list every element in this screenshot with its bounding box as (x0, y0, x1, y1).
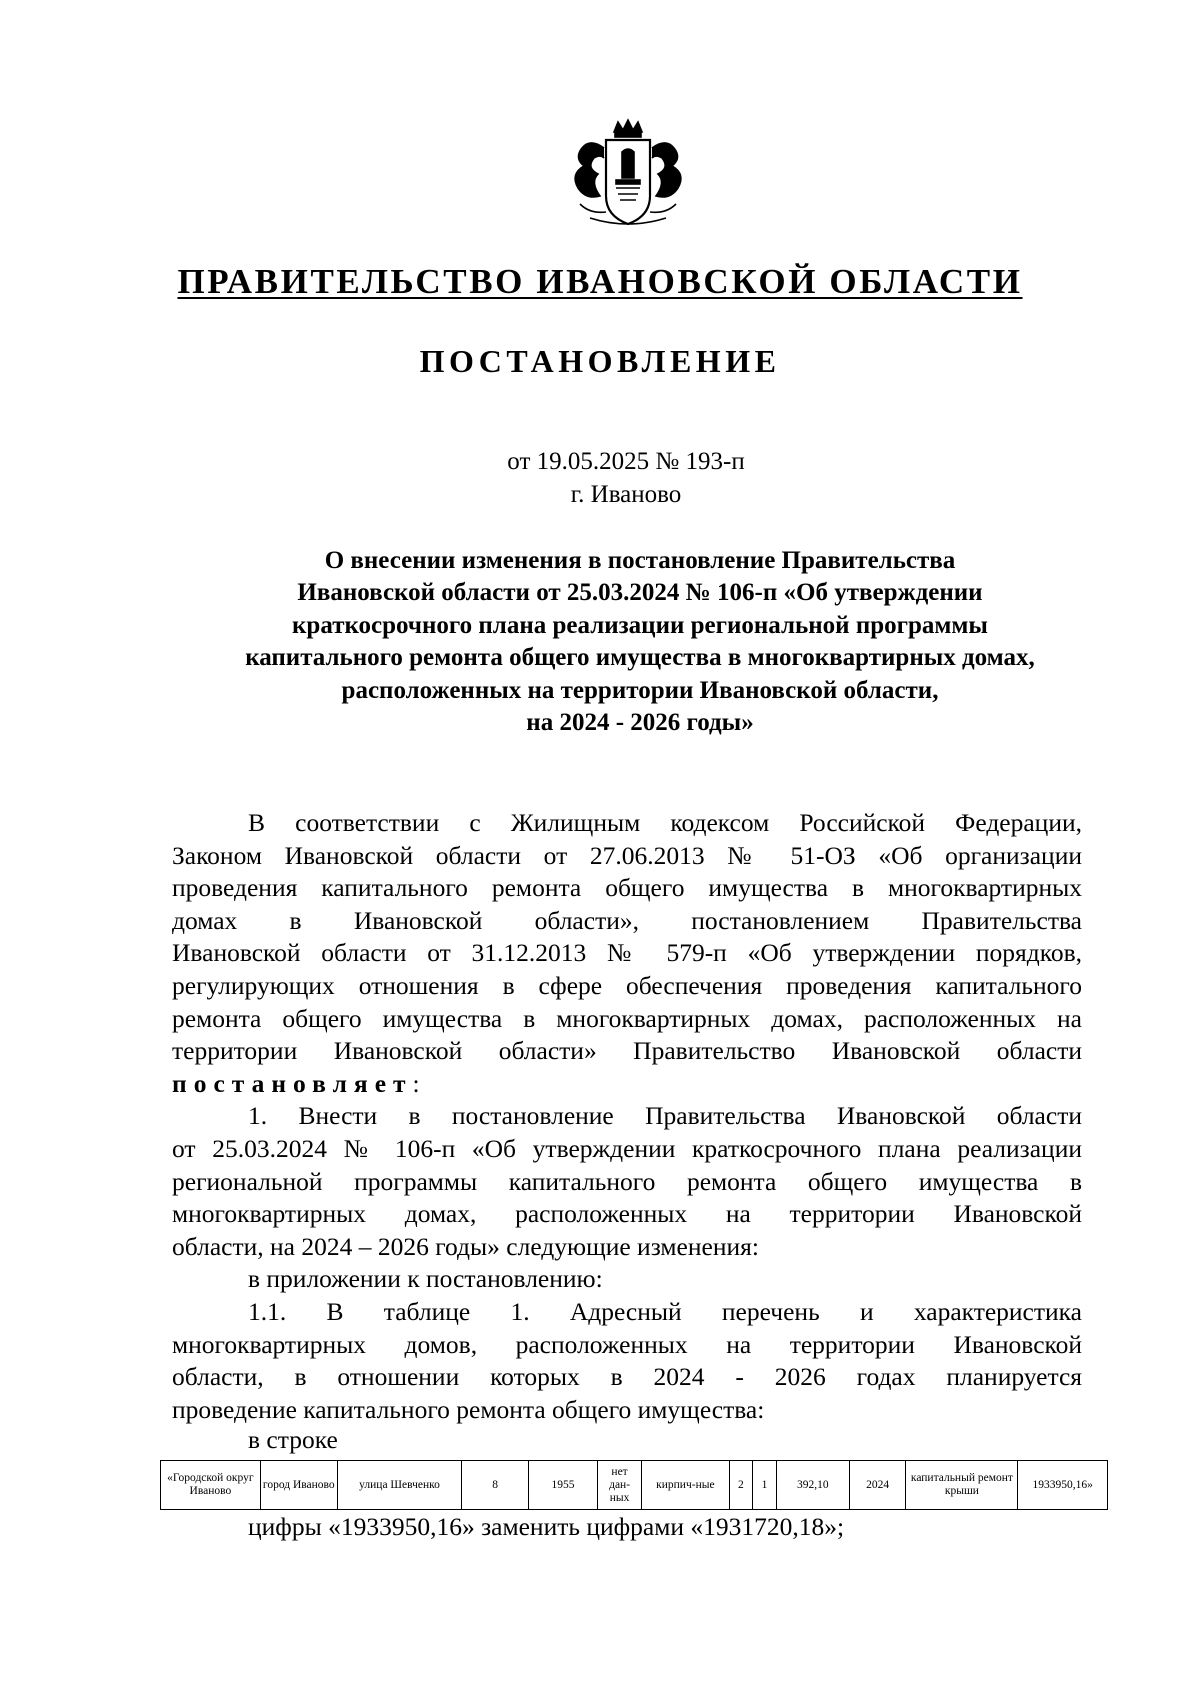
table-cell: 1 (753, 1461, 777, 1510)
document-subject (150, 545, 1130, 739)
body-line: многоквартирных домов, расположенных на территории Ивановской (172, 1329, 1082, 1359)
body-line: многоквартирных домах, расположенных на территории Ивановской (172, 1199, 1082, 1229)
body-line: Законом Ивановской области от 27.06.2013 № 51-ОЗ «Об организации (172, 840, 1082, 870)
resolves-word: постановляет (172, 1068, 413, 1098)
table-cell: кирпич-ные (642, 1461, 729, 1510)
resolves-colon: : (412, 1068, 420, 1098)
table-cell: нет дан-ных (597, 1461, 641, 1510)
body-line: от 25.03.2024 № 106-п «Об утверждении краткосрочного плана реализации (172, 1133, 1082, 1163)
table-row (161, 1461, 1108, 1510)
body-line: 1.1. В таблице 1. Адресный перечень и характеристика (248, 1296, 1082, 1326)
document-body (172, 807, 1082, 1426)
body-line: домах в Ивановской области», постановлением Правительства (172, 905, 1082, 935)
subject-line: Ивановской области от 25.03.2024 № 106-п «Об утверждении (297, 579, 983, 607)
subject-line: на 2024 - 2026 годы» (526, 709, 754, 737)
table-cell: «Городской округ Иваново (161, 1461, 261, 1510)
table-cell: капитальный ремонт крыши (906, 1461, 1018, 1510)
resolves-line (172, 1068, 1082, 1101)
body-line: региональной программы капитального ремонта общего имущества в (172, 1166, 1082, 1196)
row-label: в строке (248, 1425, 338, 1454)
table-cell: 8 (462, 1461, 529, 1510)
subject-line: О внесении изменения в постановление Правительства (324, 547, 956, 574)
body-line: В соответствии с Жилищным кодексом Российской Федерации, (248, 808, 1082, 837)
body-line: проведение капитального ремонта общего имущества: (172, 1394, 765, 1424)
table-cell: 2 (729, 1461, 753, 1510)
government-title: ПРАВИТЕЛЬСТВО ИВАНОВСКОЙ ОБЛАСТИ (177, 262, 1023, 301)
subject-line: краткосрочного плана реализации региональной программы (292, 611, 988, 639)
subject-line: расположенных на территории Ивановской области, (341, 676, 939, 704)
body-line: 1. Внести в постановление Правительства Ивановской области (248, 1101, 1082, 1131)
body-line: области, на 2024 – 2026 годы» следующие изменения: (172, 1231, 759, 1261)
document-date-number: от 19.05.2025 № 193-п (507, 448, 745, 475)
amended-row-table (160, 1460, 1108, 1510)
coat-of-arms-icon (560, 118, 696, 230)
body-line: Ивановской области от 31.12.2013 № 579-п «Об утверждении порядков, (172, 938, 1082, 968)
body-line: области, в отношении которых в 2024 - 2026 годах планируется (172, 1362, 1082, 1392)
body-line: регулирующих отношения в сфере обеспечения проведения капитального (172, 970, 1082, 1000)
table-cell: город Иваново (260, 1461, 337, 1510)
replacement-line: цифры «1933950,16» заменить цифрами «1931720,18»; (248, 1512, 845, 1541)
table-cell: 1933950,16» (1018, 1461, 1108, 1510)
body-line: проведения капитального ремонта общего имущества в многоквартирных (172, 873, 1082, 903)
subject-line: капитального ремонта общего имущества в многоквартирных домах, (245, 644, 1035, 672)
document-city: г. Иваново (570, 481, 682, 508)
document-type: ПОСТАНОВЛЕНИЕ (419, 343, 781, 379)
table-cell: улица Шевченко (337, 1461, 461, 1510)
table-cell: 1955 (529, 1461, 598, 1510)
body-line: территории Ивановской области» Правительство Ивановской области (172, 1036, 1082, 1066)
body-line: в приложении к постановлению: (248, 1264, 603, 1294)
table-cell: 2024 (849, 1461, 906, 1510)
table-cell: 392,10 (776, 1461, 849, 1510)
body-line: ремонта общего имущества в многоквартирных домах, расположенных на (172, 1003, 1082, 1033)
